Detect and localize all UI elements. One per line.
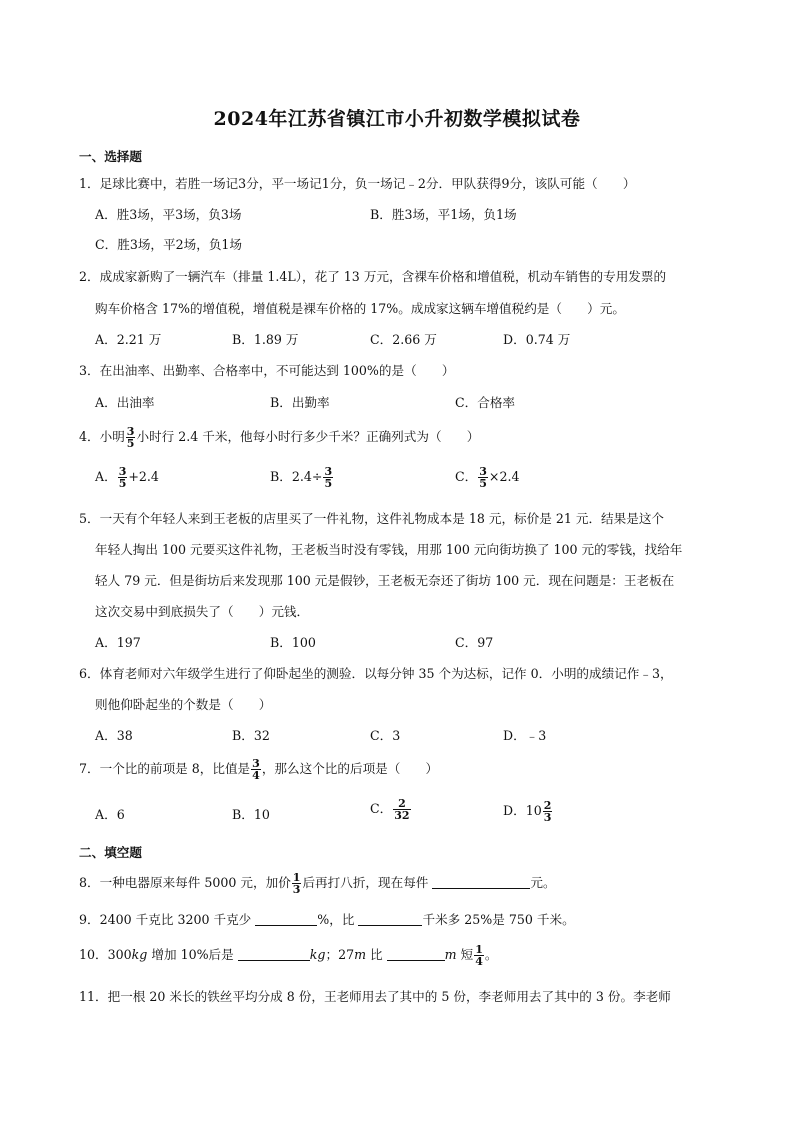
answer-blank (387, 947, 445, 961)
question-3-option-a: A．出油率 (95, 395, 155, 410)
question-2-option-d: D．0.74 万 (503, 332, 571, 347)
question-4-option-b: B．2.4÷ $\frac{3}{5}$ (270, 465, 333, 490)
question-11-line-1: 11．把一根 20 米长的铁丝平均分成 8 份，王老师用去了其中的 5 份，李老师用去了其中的 3 份。李老师 (79, 989, 671, 1004)
question-1-option-c: C．胜3场，平2场，负1场 (95, 237, 243, 252)
question-7-option-d: D．10 $\frac{2}{3}$ (503, 799, 552, 824)
question-5-option-a: A．197 (95, 635, 141, 650)
fraction: $\frac{1}{4}$ (475, 943, 483, 968)
fraction: $\frac{3}{5}$ (118, 465, 127, 490)
question-1-stem: 1．足球比赛中，若胜一场记3分，平一场记1分，负一场记﹣2分．甲队获得9分，该队可能（ ） (79, 176, 636, 191)
fraction: $\frac{2}{32}$ (394, 797, 410, 822)
question-4-stem-pre: 4．小明 (79, 429, 125, 444)
question-5-line-4: 这次交易中到底损失了（ ）元钱． (95, 604, 310, 619)
question-2-option-c: C．2.66 万 (370, 332, 437, 347)
answer-blank (238, 947, 310, 961)
question-3-option-c: C．合格率 (455, 395, 516, 410)
question-4-stem (79, 426, 479, 449)
question-6-line-1: 6．体育老师对六年级学生进行了仰卧起坐的测验．以每分钟 35 个为达标，记作 0．小明的成绩记作﹣3， (79, 666, 673, 681)
question-10: 10．300kg 增加 10%后是 kg；27m 比 m 短 $\frac{1}{4}$ 。 (79, 943, 498, 968)
question-4-option-c: C． $\frac{3}{5}$ ×2.4 (455, 465, 520, 490)
question-3-stem: 3．在出油率、出勤率、合格率中，不可能达到 100%的是（ ） (79, 363, 455, 378)
answer-blank (432, 875, 530, 889)
question-5-line-3: 轻人 79 元．但是街坊后来发现那 100 元是假钞，王老板无奈还了街坊 100 元．现在问题是：王老板在 (95, 573, 675, 588)
question-6-line-2: 则他仰卧起坐的个数是（ ） (95, 697, 272, 712)
question-6-option-a: A．38 (95, 728, 133, 743)
question-6-option-c: C．3 (370, 728, 401, 743)
question-5-option-c: C．97 (455, 635, 494, 650)
answer-blank (255, 912, 317, 926)
question-7-stem: 7．一个比的前项是 8，比值是 $\frac{3}{4}$ ，那么这个比的后项是（ ） (79, 757, 439, 782)
question-7-option-b: B．10 (232, 807, 270, 822)
question-5-option-b: B．100 (270, 635, 316, 650)
question-7-option-c: C． $\frac{2}{32}$ (370, 797, 410, 822)
question-6-option-d: D．﹣3 (503, 728, 547, 743)
question-9: 9．2400 千克比 3200 千克少 %，比 千米多 25%是 750 千米。 (79, 912, 575, 927)
fraction: $\frac{3}{4}$ (252, 757, 260, 782)
question-2-option-a: A．2.21 万 (95, 332, 162, 347)
question-1-option-a: A．胜3场，平3场，负3场 (95, 207, 242, 222)
question-4-option-a: A． $\frac{3}{5}$ +2.4 (95, 465, 159, 490)
question-8: 8．一种电器原来每件 5000 元，加价 $\frac{1}{3}$ 后再打八折，现在每件 元。 (79, 871, 556, 896)
fraction: $\frac{3}{5}$ (479, 465, 487, 490)
question-5-line-1: 5．一天有个年轻人来到王老板的店里买了一件礼物，这件礼物成本是 18 元，标价是 21 元．结果是这个 (79, 511, 665, 526)
question-7-option-a: A．6 (95, 807, 125, 822)
section-heading-choice: 一、选择题 (79, 149, 142, 164)
question-6-option-b: B．32 (232, 728, 270, 743)
fraction: $\frac{3}{5}$ (126, 425, 135, 450)
fraction: $\frac{1}{3}$ (292, 871, 301, 896)
question-4-stem-post: 小时行 2.4 千米，他每小时行多少千米？正确列式为（ ） (136, 429, 480, 444)
section-heading-fill: 二、填空题 (79, 845, 142, 860)
fraction: $\frac{2}{3}$ (543, 799, 552, 824)
page-title: 2024年江苏省镇江市小升初数学模拟试卷 (213, 108, 581, 130)
question-2-option-b: B．1.89 万 (232, 332, 299, 347)
question-1-option-b: B．胜3场，平1场，负1场 (370, 207, 517, 222)
question-2-line-2: 购车价格含 17%的增值税，增值税是裸车价格的 17%。成成家这辆车增值税约是（ ）元。 (95, 301, 625, 316)
question-2-line-1: 2．成成家新购了一辆汽车（排量 1.4L），花了 13 万元，含裸车价格和增值税，机动车销售的专用发票的 (79, 269, 667, 284)
question-5-line-2: 年轻人掏出 100 元要买这件礼物，王老板当时没有零钱，用那 100 元向街坊换了 100 元的零钱，找给年 (95, 542, 683, 557)
question-3-option-b: B．出勤率 (270, 395, 330, 410)
answer-blank (358, 912, 422, 926)
fraction: $\frac{3}{5}$ (324, 465, 333, 490)
